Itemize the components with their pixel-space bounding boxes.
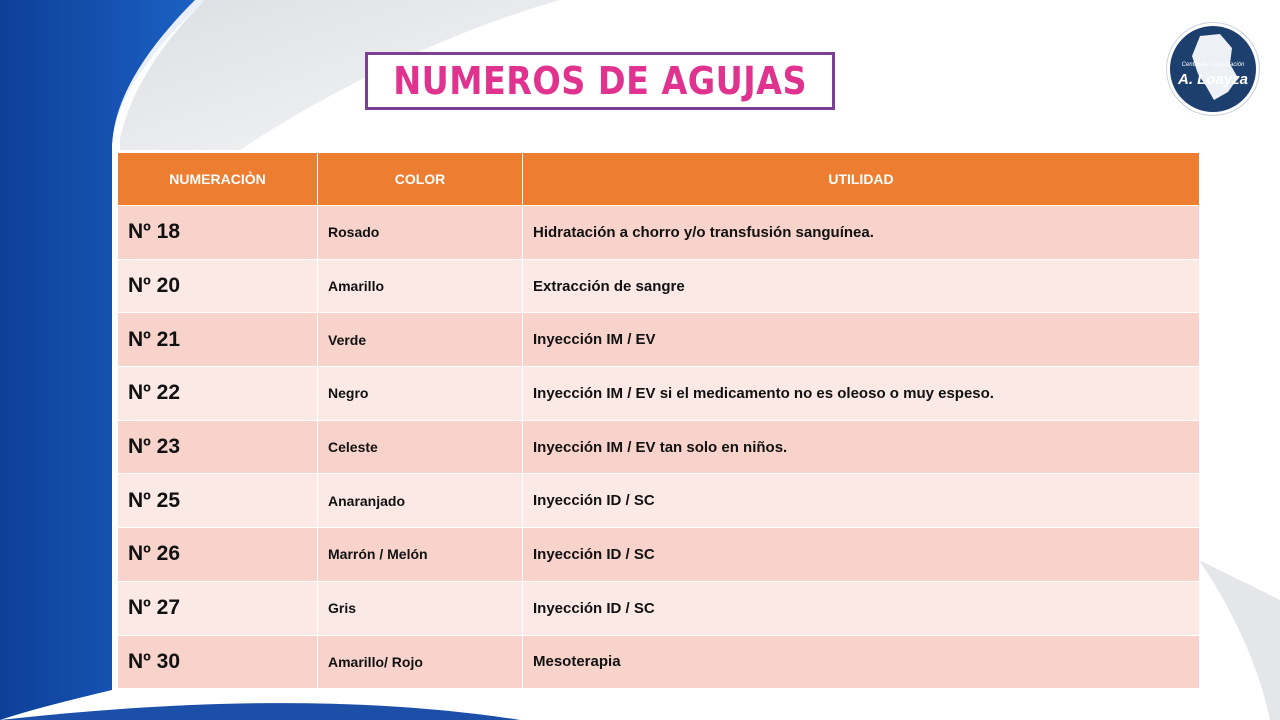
needle-color: Amarillo/ Rojo: [318, 635, 523, 689]
needle-use: Mesoterapia: [523, 635, 1200, 689]
needle-color: Verde: [318, 313, 523, 367]
page-title: NUMEROS DE AGUJAS: [393, 59, 807, 103]
table-row: [118, 206, 1200, 260]
table-row: [118, 581, 1200, 635]
needle-number: Nº 20: [118, 259, 318, 313]
needle-color: Celeste: [318, 420, 523, 474]
needle-number: Nº 21: [118, 313, 318, 367]
needle-table: [117, 152, 1200, 689]
table-row: [118, 528, 1200, 582]
needle-use: Inyección ID / SC: [523, 474, 1200, 528]
needle-color: Marrón / Melón: [318, 528, 523, 582]
table-row: [118, 420, 1200, 474]
needle-number: Nº 27: [118, 581, 318, 635]
logo-name: A. Loayza: [1177, 71, 1249, 88]
table-row: [118, 367, 1200, 421]
title-box: [365, 52, 835, 110]
table-row: [118, 635, 1200, 689]
header-color: COLOR: [318, 153, 523, 206]
needle-use: Inyección IM / EV tan solo en niños.: [523, 420, 1200, 474]
needle-use: Hidratación a chorro y/o transfusión sanguínea.: [523, 206, 1200, 260]
needle-color: Amarillo: [318, 259, 523, 313]
header-numeracion: NUMERACIÒN: [118, 153, 318, 206]
peru-map-icon: [1170, 26, 1256, 112]
logo: [1167, 23, 1259, 115]
table-row: [118, 313, 1200, 367]
needle-color: Gris: [318, 581, 523, 635]
needle-use: Inyección IM / EV si el medicamento no es oleoso o muy espeso.: [523, 367, 1200, 421]
needle-use: Inyección ID / SC: [523, 581, 1200, 635]
table-header-row: [118, 153, 1200, 206]
needle-use: Inyección IM / EV: [523, 313, 1200, 367]
table-row: [118, 474, 1200, 528]
needle-use: Extracción de sangre: [523, 259, 1200, 313]
needle-number: Nº 25: [118, 474, 318, 528]
needle-number: Nº 30: [118, 635, 318, 689]
needle-number: Nº 26: [118, 528, 318, 582]
needle-number: Nº 18: [118, 206, 318, 260]
header-utilidad: UTILIDAD: [523, 153, 1200, 206]
needle-color: Negro: [318, 367, 523, 421]
needle-number: Nº 22: [118, 367, 318, 421]
table-row: [118, 259, 1200, 313]
needle-color: Anaranjado: [318, 474, 523, 528]
needle-number: Nº 23: [118, 420, 318, 474]
needle-color: Rosado: [318, 206, 523, 260]
logo-subtitle: Centro de Capacitación: [1181, 62, 1245, 68]
needle-use: Inyección ID / SC: [523, 528, 1200, 582]
